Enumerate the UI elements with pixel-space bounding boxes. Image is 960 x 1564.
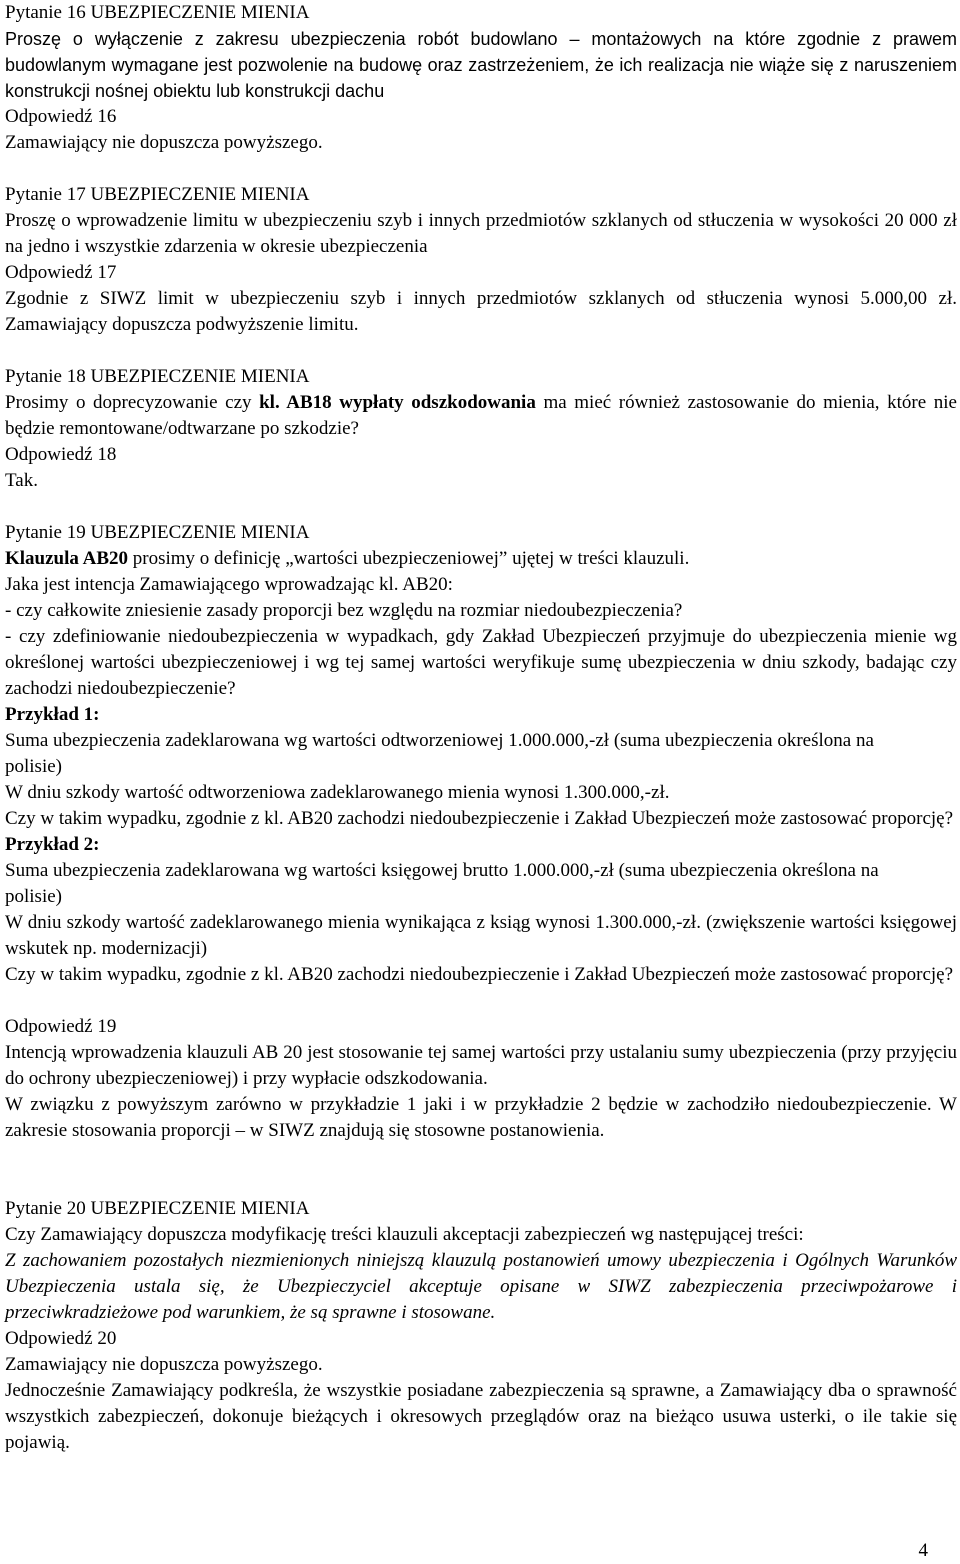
page-number: 4	[918, 1540, 928, 1561]
question-20-text: Czy Zamawiający dopuszcza modyfikację treści klauzuli akceptacji zabezpieczeń wg następującej treści:	[5, 1224, 804, 1245]
spacer	[5, 156, 957, 182]
question-19-item-2: - czy zdefiniowanie niedoubezpieczenia w wypadkach, gdy Zakład Ubezpieczeń przyjmuje do ubezpieczenia mienie wg określonej wartości ubezpieczeniowej i wg tej samej wartości weryfikuje sumę ubezpieczenia w dniu szkody, badając czy zachodzi niedoubezpieczenie?	[5, 626, 957, 699]
spacer	[5, 338, 957, 364]
question-18-text	[5, 390, 957, 442]
answer-17-heading: Odpowiedź 17	[5, 262, 117, 283]
document-page	[5, 0, 957, 1456]
answer-19-heading: Odpowiedź 19	[5, 1016, 117, 1037]
answer-19-text-1: Intencją wprowadzenia klauzuli AB 20 jest stosowanie tej samej wartości przy ustalaniu sumy ubezpieczenia (przy przyjęciu do ochrony ubezpieczeniowej) i przy wypłacie odszkodowania.	[5, 1042, 957, 1089]
question-19-clause-text: prosimy o definicję „wartości ubezpieczeniowej” ujętej w treści klauzuli.	[128, 548, 690, 569]
question-20-heading: Pytanie 20 UBEZPIECZENIE MIENIA	[5, 1198, 310, 1219]
question-20-quote: Z zachowaniem pozostałych niezmienionych niniejszą klauzulą postanowień umowy ubezpieczenia i Ogólnych Warunków Ubezpieczenia ustala się, że Ubezpieczyciel akceptuje opisane w SIWZ zabezpieczenia przeciwpożarowe i przeciwkradzieżowe pod warunkiem, że są sprawne i stosowane.	[5, 1250, 957, 1323]
answer-19-text-2: W związku z powyższym zarówno w przykładzie 1 jaki i w przykładzie 2 będzie w zachodziło niedoubezpieczenie. W zakresie stosowania proporcji – w SIWZ znajdują się stosowne postanowienia.	[5, 1094, 957, 1141]
example-1-heading: Przykład 1:	[5, 704, 100, 725]
answer-18-text: Tak.	[5, 470, 38, 491]
question-17-text: Proszę o wprowadzenie limitu w ubezpieczeniu szyb i innych przedmiotów szklanych od stłuczenia w wysokości 20 000 zł na jedno i wszystkie zdarzenia w okresie ubezpieczenia	[5, 210, 957, 257]
question-17-heading: Pytanie 17 UBEZPIECZENIE MIENIA	[5, 184, 310, 205]
example-1-line-1: Suma ubezpieczenia zadeklarowana wg wartości odtworzeniowej 1.000.000,-zł (suma ubezpieczenia określona na polisie)	[5, 730, 874, 777]
question-16	[5, 0, 957, 156]
question-18-heading: Pytanie 18 UBEZPIECZENIE MIENIA	[5, 366, 310, 387]
question-19-item-1: - czy całkowite zniesienie zasady proporcji bez względu na rozmiar niedoubezpieczenia?	[5, 600, 683, 621]
example-2-heading: Przykład 2:	[5, 834, 100, 855]
spacer	[5, 1144, 957, 1196]
question-18-text-pre: Prosimy o doprecyzowanie czy	[5, 392, 260, 413]
answer-17-text: Zgodnie z SIWZ limit w ubezpieczeniu szyb i innych przedmiotów szklanych od stłuczenia wynosi 5.000,00 zł. Zamawiający dopuszcza podwyższenie limitu.	[5, 288, 957, 335]
question-20	[5, 1196, 957, 1456]
question-18	[5, 364, 957, 494]
clause-ab18: kl. AB18 wypłaty odszkodowania	[259, 392, 536, 413]
question-16-text: Proszę o wyłączenie z zakresu ubezpieczenia robót budowlano – montażowych na które zgodnie z prawem budowlanym wymagane jest pozwolenie na budowę oraz zastrzeżeniem, że ich realizacja nie wiąże się z naruszeniem konstrukcji nośnej obiektu lub konstrukcji dachu	[5, 29, 957, 101]
spacer	[5, 494, 957, 520]
clause-ab20: Klauzula AB20	[5, 548, 128, 569]
question-17	[5, 182, 957, 338]
answer-18-heading: Odpowiedź 18	[5, 444, 117, 465]
question-16-heading: Pytanie 16 UBEZPIECZENIE MIENIA	[5, 2, 310, 23]
example-1-line-3: Czy w takim wypadku, zgodnie z kl. AB20 zachodzi niedoubezpieczenie i Zakład Ubezpieczeń może zastosować proporcję?	[5, 808, 954, 829]
question-18-text-post: ma mieć również zastosowanie do mienia, które nie będzie remontowane/odtwarzane po szkodzie?	[5, 392, 957, 439]
answer-20-text-1: Zamawiający nie dopuszcza powyższego.	[5, 1354, 323, 1375]
answer-20-heading: Odpowiedź 20	[5, 1328, 117, 1349]
example-2-line-3: Czy w takim wypadku, zgodnie z kl. AB20 zachodzi niedoubezpieczenie i Zakład Ubezpieczeń może zastosować proporcję?	[5, 964, 954, 985]
spacer	[5, 988, 957, 1014]
question-19	[5, 520, 957, 1144]
question-19-heading: Pytanie 19 UBEZPIECZENIE MIENIA	[5, 522, 310, 543]
answer-20-text-2: Jednocześnie Zamawiający podkreśla, że wszystkie posiadane zabezpieczenia są sprawne, a Zamawiający dba o sprawność wszystkich zabezpieczeń, dokonuje bieżących i okresowych przeglądów oraz na bieżąco usuwa usterki, o ile takie się pojawią.	[5, 1380, 957, 1453]
answer-16-heading: Odpowiedź 16	[5, 106, 117, 127]
question-19-clause	[5, 546, 957, 572]
answer-16-text: Zamawiający nie dopuszcza powyższego.	[5, 132, 323, 153]
example-2-line-2: W dniu szkody wartość zadeklarowanego mienia wynikająca z ksiąg wynosi 1.300.000,-zł. (zwiększenie wartości księgowej wskutek np. modernizacji)	[5, 912, 957, 959]
example-2-line-1: Suma ubezpieczenia zadeklarowana wg wartości księgowej brutto 1.000.000,-zł (suma ubezpieczenia określona na polisie)	[5, 860, 879, 907]
question-19-intent: Jaka jest intencja Zamawiającego wprowadzając kl. AB20:	[5, 574, 453, 595]
example-1-line-2: W dniu szkody wartość odtworzeniowa zadeklarowanego mienia wynosi 1.300.000,-zł.	[5, 782, 670, 803]
